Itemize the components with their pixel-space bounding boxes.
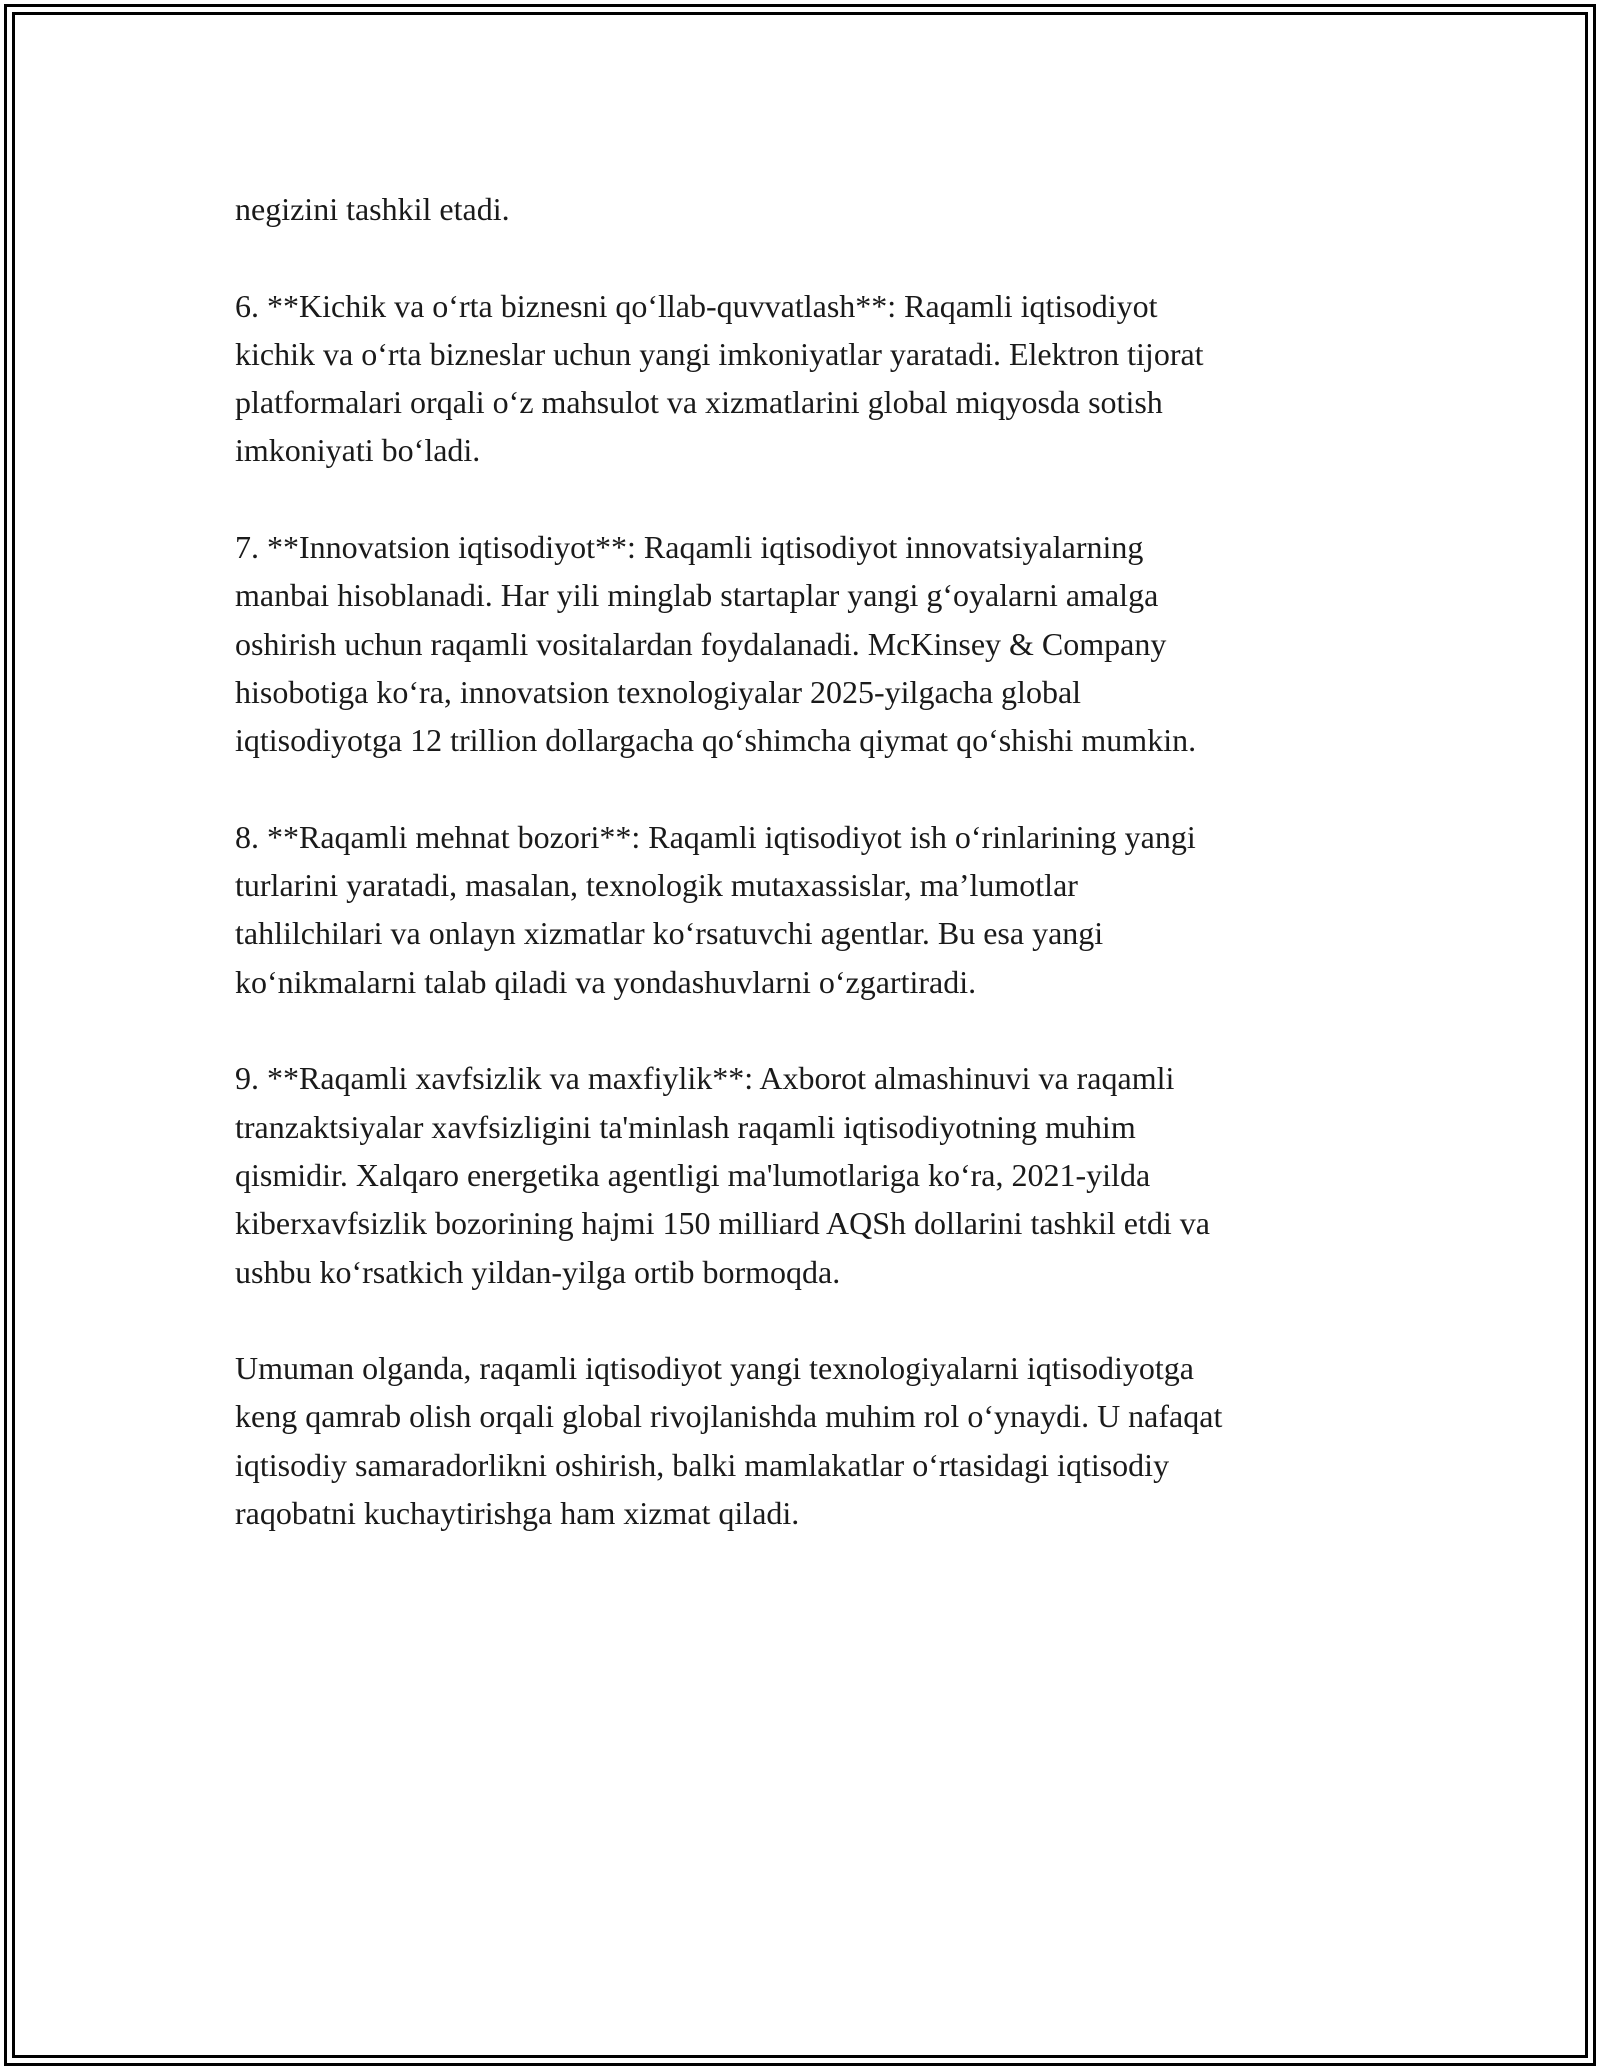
text-line: 7. **Innovatsion iqtisodiyot**: Raqamli iqtisodiyot innovatsiyalarning xyxy=(235,529,1144,566)
paragraph-item-6 xyxy=(235,282,1405,475)
paragraph-conclusion xyxy=(235,1344,1405,1537)
document-body xyxy=(235,185,1405,1586)
text-line: keng qamrab olish orqali global rivojlanishda muhim rol o‘ynaydi. U nafaqat xyxy=(235,1398,1223,1435)
text-line: kichik va o‘rta bizneslar uchun yangi imkoniyatlar yaratadi. Elektron tijorat xyxy=(235,335,1204,372)
text-line: qismidir. Xalqaro energetika agentligi ma'lumotlariga ko‘ra, 2021-yilda xyxy=(235,1156,1151,1193)
paragraph-item-8 xyxy=(235,813,1405,1006)
text-line: manbai hisoblanadi. Har yili minglab startaplar yangi g‘oyalarni amalga xyxy=(235,577,1159,614)
text-line: platformalari orqali o‘z mahsulot va xizmatlarini global miqyosda sotish xyxy=(235,384,1163,421)
text-line: tranzaktsiyalar xavfsizligini ta'minlash raqamli iqtisodiyotning muhim xyxy=(235,1108,1136,1145)
text-line: negizini tashkil etadi. xyxy=(235,191,510,227)
text-line: turlarini yaratadi, masalan, texnologik mutaxassislar, ma’lumotlar xyxy=(235,867,1078,904)
paragraph-continuation xyxy=(235,185,1405,233)
paragraph-item-9 xyxy=(235,1054,1405,1295)
text-line: Umuman olganda, raqamli iqtisodiyot yangi texnologiyalarni iqtisodiyotga xyxy=(235,1350,1194,1387)
text-line: iqtisodiyotga 12 trillion dollargacha qo‘shimcha qiymat qo‘shishi mumkin. xyxy=(235,722,1197,759)
text-line: imkoniyati bo‘ladi. xyxy=(235,432,481,469)
text-line: 8. **Raqamli mehnat bozori**: Raqamli iqtisodiyot ish o‘rinlarining yangi xyxy=(235,818,1196,855)
text-line: 6. **Kichik va o‘rta biznesni qo‘llab-quvvatlash**: Raqamli iqtisodiyot xyxy=(235,287,1158,324)
text-line: raqobatni kuchaytirishga ham xizmat qiladi. xyxy=(235,1495,800,1532)
text-line: hisobotiga ko‘ra, innovatsion texnologiyalar 2025-yilgacha global xyxy=(235,673,1082,710)
text-line: ushbu ko‘rsatkich yildan-yilga ortib bormoqda. xyxy=(235,1253,841,1290)
text-line: tahlilchilari va onlayn xizmatlar ko‘rsatuvchi agentlar. Bu esa yangi xyxy=(235,915,1104,952)
text-line: kiberxavfsizlik bozorining hajmi 150 milliard AQSh dollarini tashkil etdi va xyxy=(235,1205,1210,1242)
text-line: 9. **Raqamli xavfsizlik va maxfiylik**: Axborot almashinuvi va raqamli xyxy=(235,1060,1175,1097)
text-line: oshirish uchun raqamli vositalardan foydalanadi. McKinsey & Company xyxy=(235,625,1167,662)
text-line: iqtisodiy samaradorlikni oshirish, balki mamlakatlar o‘rtasidagi iqtisodiy xyxy=(235,1446,1170,1483)
paragraph-item-7 xyxy=(235,523,1405,764)
text-line: ko‘nikmalarni talab qiladi va yondashuvlarni o‘zgartiradi. xyxy=(235,963,977,1000)
